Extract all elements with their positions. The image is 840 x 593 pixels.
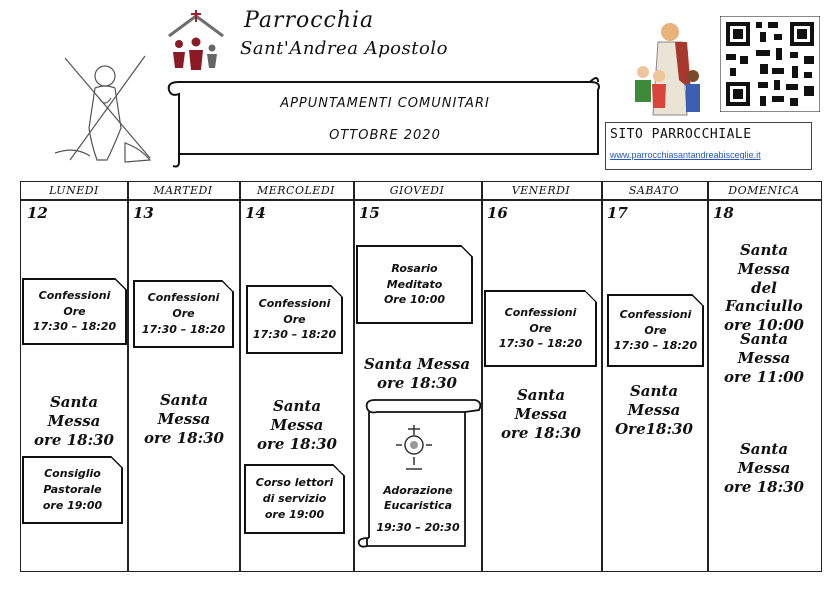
day-number: 17 xyxy=(607,204,628,222)
adoration-text: Adorazione Eucaristica 19:30 – 20:30 xyxy=(376,484,460,534)
day-number: 18 xyxy=(713,204,734,222)
banner-month: OTTOBRE 2020 xyxy=(329,128,441,143)
day-header-monday: LUNEDI xyxy=(49,184,99,197)
site-link[interactable]: www.parrocchiasantandreabisceglie.it xyxy=(610,150,761,160)
day-number: 16 xyxy=(487,204,508,222)
day-number: 12 xyxy=(27,204,48,222)
parish-site-box xyxy=(605,122,812,170)
day-header-sunday: DOMENICA xyxy=(728,184,800,197)
reader-course-note: Corso lettori di servizio ore 19:00 xyxy=(244,464,345,534)
monstrance-icon xyxy=(394,425,434,471)
church-family-logo-icon xyxy=(165,8,227,70)
mass-entry: Santa Messa ore 11:00 xyxy=(724,330,804,386)
day-header-saturday: SABATO xyxy=(628,184,680,197)
mass-entry: Santa Messa del Fanciullo ore 10:00 xyxy=(724,241,804,334)
day-header-thursday: GIOVEDI xyxy=(389,184,445,197)
site-label: SITO PARROCCHIALE xyxy=(610,127,752,142)
day-number: 14 xyxy=(245,204,266,222)
day-header-tuesday: MARTEDI xyxy=(153,184,213,197)
parish-subtitle: Sant'Andrea Apostolo xyxy=(240,38,448,59)
mass-entry: Santa Messa ore 18:30 xyxy=(724,440,804,496)
mass-entry: Santa Messa ore 18:30 xyxy=(363,355,471,392)
saint-andrew-illustration-icon xyxy=(55,48,160,168)
mass-entry: Santa Messa ore 18:30 xyxy=(34,393,114,449)
confessions-note: Confessioni Ore 17:30 – 18:20 xyxy=(607,294,704,367)
confessions-note: Confessioni Ore 17:30 – 18:20 xyxy=(484,290,597,367)
day-number: 15 xyxy=(359,204,380,222)
council-note: Consiglio Pastorale ore 19:00 xyxy=(22,456,123,524)
day-number: 13 xyxy=(133,204,154,222)
day-header-friday: VENERDI xyxy=(511,184,571,197)
confessions-note: Confessioni Ore 17:30 – 18:20 xyxy=(133,280,234,348)
mass-entry: Santa Messa ore 18:30 xyxy=(144,391,224,447)
parish-title: Parrocchia xyxy=(244,8,375,33)
jesus-children-illustration-icon xyxy=(625,20,710,118)
banner-title: APPUNTAMENTI COMUNITARI xyxy=(280,96,490,111)
qr-code-icon xyxy=(720,16,820,112)
mass-entry: Santa Messa Ore18:30 xyxy=(615,382,693,438)
scroll-icon xyxy=(165,72,605,170)
confessions-note: Confessioni Ore 17:30 – 18:20 xyxy=(22,278,127,345)
confessions-note: Confessioni Ore 17:30 – 18:20 xyxy=(246,285,343,354)
mass-entry: Santa Messa ore 18:30 xyxy=(501,386,581,442)
day-header-wednesday: MERCOLEDI xyxy=(256,184,335,197)
mass-entry: Santa Messa ore 18:30 xyxy=(257,397,337,453)
rosary-note: Rosario Meditato Ore 10:00 xyxy=(356,245,473,324)
